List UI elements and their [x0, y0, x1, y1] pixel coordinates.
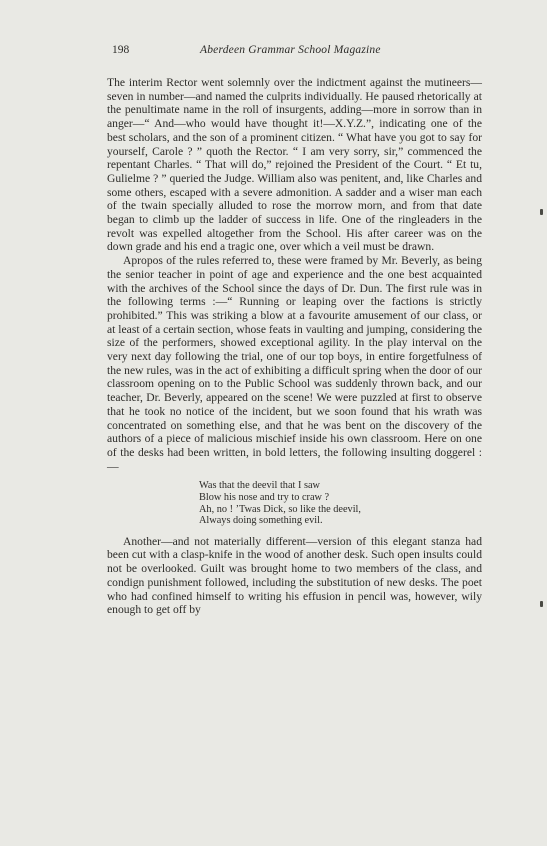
- paragraph-trial: The interim Rector went solemnly over the indictment against the mutineers—seven in number—and named the culprits individually. He paused rhetorically at the penultimate name in the roll of insurgents, adding—more in sorrow than in anger—“ And—who would have thought it!—X.Y.Z.”, indicating one of the best scholars, and the son of a prominent citizen. “ What have you got to say for yourself, Carole ? ” quoth the Rector. “ I am very sorry, sir,” commenced the repentant Charles. “ That will do,” rejoined the President of the Court. “ Et tu, Gulielme ? ” queried the Judge. William also was penitent, and, like Charles and some others, escaped with a severe admonition. A sadder and a wiser man each of the twain specially alluded to rose the morrow morn, and from that date began to climb up the ladder of success in life. One of the ringleaders in the revolt was expelled altogether from the School. His after career was on the down grade and his end a tragic one, over which a veil must be drawn.: [107, 76, 482, 254]
- verse-line: Ah, no ! ’Twas Dick, so like the deevil,: [199, 503, 361, 515]
- doggerel-verse: [199, 480, 482, 526]
- page-number: 198: [112, 44, 130, 56]
- verse-line: Blow his nose and try to craw ?: [199, 491, 330, 503]
- running-title: Aberdeen Grammar School Magazine: [200, 44, 381, 56]
- margin-ink-spot: [540, 209, 543, 215]
- page-header: [112, 44, 432, 62]
- paragraph-punishment: Another—and not materially different—version of this elegant stanza had been cut with a clasp-knife in the wood of another desk. Such open insults could not be overlooked. Guilt was brought home to two members of the class, and condign punishment followed, including the substitution of new desks. The poet who had confined himself to writing his effusion in pencil was, however, wily enough to get off by: [107, 534, 482, 617]
- verse-line: Was that the deevil that I saw: [199, 480, 320, 492]
- verse-line: Always doing something evil.: [199, 515, 323, 527]
- body-text: [107, 76, 482, 617]
- paragraph-rules: Apropos of the rules referred to, these were framed by Mr. Beverly, as being the senior teacher in point of age and experience and the one best acquainted with the archives of the School since the days of Dr. Dun. The first rule was in the following terms :—“ Running or leaping over the factions is strictly prohibited.” This was striking a blow at a favourite amusement of our class, or at least of a certain section, whose feats in vaulting and jumping, considering the size of the performers, showed exceptional agility. In the play interval on the very next day following the trial, one of our top boys, in entire forgetfulness of the new rules, was in the act of exhibiting a difficult spring when the door of our classroom opening on to the Public School was suddenly thrown back, and our teacher, Dr. Beverly, appeared on the scene! We were puzzled at first to observe that he took no notice of the incident, but we soon found that his wrath was concentrated on something else, and that he was bent on the discovery of the authors of a piece of malicious mischief inside his own classroom. Here on one of the desks had been written, in bold letters, the following insulting doggerel :—: [107, 254, 482, 473]
- margin-ink-spot: [540, 601, 543, 607]
